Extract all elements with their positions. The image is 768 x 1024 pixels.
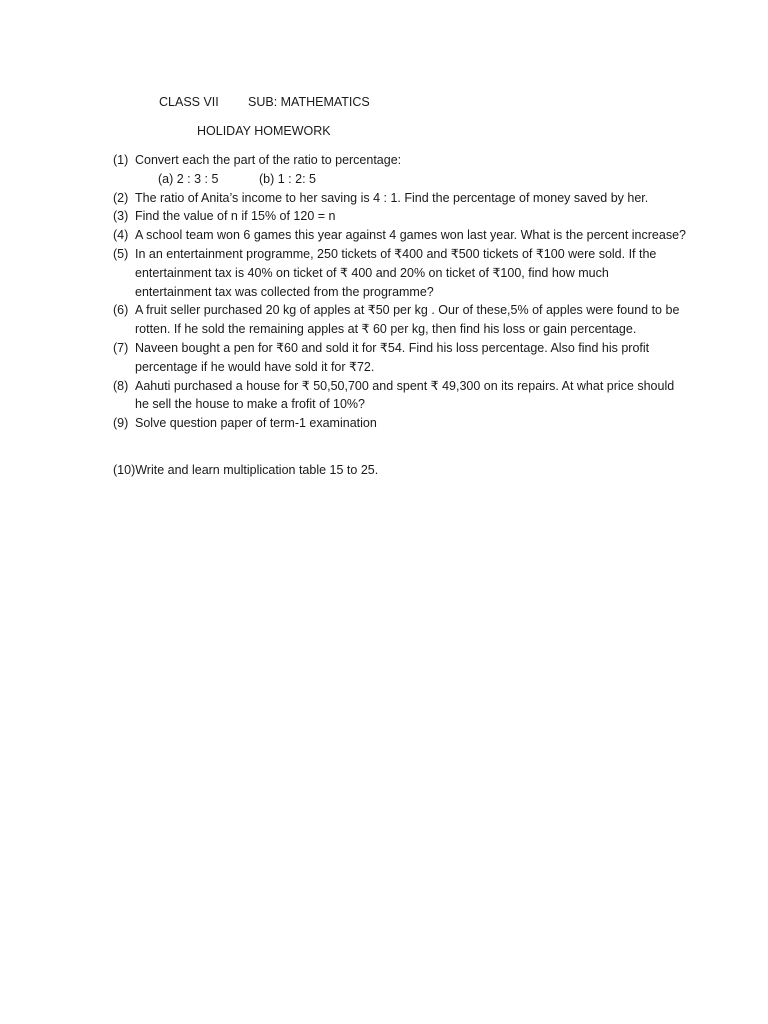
question-number: (3) (113, 209, 129, 224)
question-item (113, 207, 688, 226)
question-text: Find the value of n if 15% of 120 = n (135, 209, 336, 224)
question-text: Aahuti purchased a house for ₹ 50,50,700 and spent ₹ 49,300 on its repairs. At what price should he sell the house to make a frofit of 10%? (135, 378, 675, 412)
question-item (113, 301, 688, 339)
question-number: (5) (113, 246, 129, 261)
question-number: (9) (113, 416, 129, 431)
question-text: In an entertainment programme, 250 tickets of ₹400 and ₹500 tickets of ₹100 were sold. If the entertainment tax is 40% on ticket of ₹ 400 and 20% on ticket of ₹100, find how much entertainment tax was collected from the programme? (135, 246, 657, 299)
question-item (113, 377, 688, 415)
question-text: A fruit seller purchased 20 kg of apples at ₹50 per kg . Our of these,5% of apples were found to be rotten. If he sold the remaining apples at ₹ 60 per kg, then find his loss or gain percentage. (135, 303, 680, 337)
question-number: (4) (113, 228, 129, 243)
question-item (113, 414, 688, 433)
question-number: (8) (113, 378, 129, 393)
sub-items-row (135, 170, 688, 189)
question-number: (6) (113, 303, 129, 318)
question-number: (7) (113, 340, 129, 355)
question-text: A school team won 6 games this year against 4 games won last year. What is the percent increase? (135, 228, 686, 243)
question-item (113, 339, 688, 377)
class-subject-header (159, 93, 370, 112)
question-item (113, 245, 688, 301)
page-title: HOLIDAY HOMEWORK (197, 124, 331, 138)
class-label: CLASS VII (159, 95, 219, 109)
question-text: Solve question paper of term-1 examination (135, 416, 377, 431)
sub-item-b: (b) 1 : 2: 5 (259, 171, 316, 186)
question-item (113, 226, 688, 245)
question-number: (1) (113, 153, 129, 167)
question-item (113, 151, 688, 189)
question-list (113, 151, 688, 433)
subject-label: SUB: MATHEMATICS (248, 95, 370, 109)
question-text: Naveen bought a pen for ₹60 and sold it for ₹54. Find his loss percentage. Also find his profit percentage if he would have sold it for ₹72. (135, 340, 650, 374)
question-number: (2) (113, 190, 129, 205)
sub-item-a: (a) 2 : 3 : 5 (158, 171, 219, 186)
question-text: The ratio of Anita’s income to her saving is 4 : 1. Find the percentage of money saved by her. (135, 190, 649, 205)
question-text: Convert each the part of the ratio to percentage: (135, 153, 402, 167)
question-item-last: (10)Write and learn multiplication table 15 to 25. (113, 463, 379, 477)
question-item (113, 189, 688, 208)
